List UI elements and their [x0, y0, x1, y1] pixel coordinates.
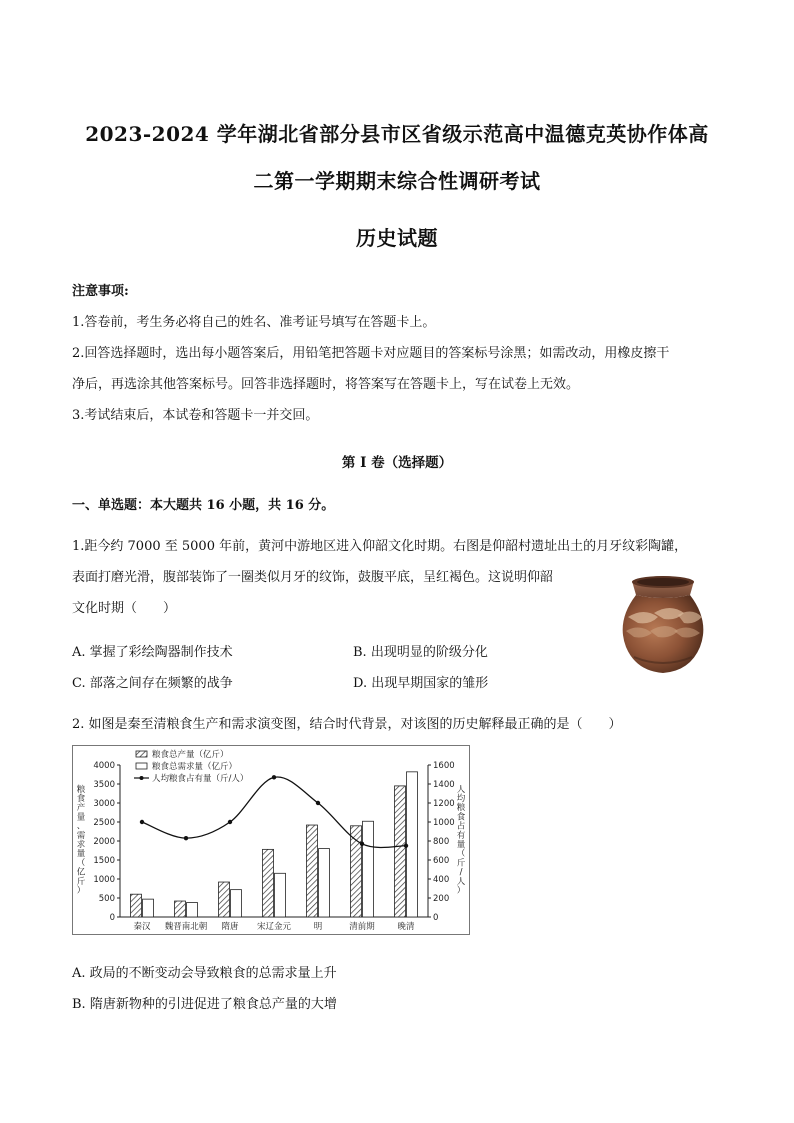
y-tick-label: 2000: [93, 837, 115, 847]
x-tick-label: 隋唐: [221, 922, 239, 932]
q1-stem-line1: 1.距今约 7000 至 5000 年前，黄河中游地区进入仰韶文化时期。右图是仰韶村遗址出土的月牙纹彩陶罐，: [72, 539, 688, 554]
bar-demand: [275, 873, 286, 917]
bar-demand: [143, 899, 154, 917]
per-capita-point: [272, 775, 276, 779]
grain-chart: [72, 745, 470, 935]
notice-heading: 注意事项:: [72, 284, 129, 299]
y-tick-label: 0: [109, 913, 115, 923]
notice-item-2-cont: 净后，再选涂其他答案标号。回答非选择题时，将答案写在答题卡上，写在试卷上无效。: [72, 377, 580, 392]
per-capita-point: [140, 820, 144, 824]
subject-title: 历史试题: [356, 226, 438, 250]
legend-label-per-capita: 人均粮食占有量（斤/人）: [152, 774, 249, 784]
y-tick-label: 1500: [93, 856, 115, 866]
y2-tick-label: 800: [433, 837, 450, 847]
legend-marker-per-capita: [140, 776, 144, 780]
exam-title-line1: 2023-2024 学年湖北省部分县市区省级示范高中温德克英协作体高: [85, 122, 709, 146]
bar-demand: [319, 849, 330, 917]
legend-label-production: 粮食总产量（亿斤）: [152, 750, 229, 760]
legend-label-demand: 粮食总需求量（亿斤）: [152, 762, 238, 772]
notice-item-3: 3.考试结束后，本试卷和答题卡一并交回。: [72, 408, 319, 423]
bar-production: [307, 825, 318, 917]
bar-production: [131, 894, 142, 917]
bar-demand: [407, 772, 418, 917]
legend-swatch-demand: [136, 763, 147, 769]
q2-stem: 2. 如图是秦至清粮食生产和需求演变图，结合时代背景，对该图的历史解释最正确的是（ ）: [72, 717, 622, 732]
per-capita-point: [184, 836, 188, 840]
q1-stem-line2: 表面打磨光滑，腹部装饰了一圈类似月牙的纹饰，鼓腹平底，呈红褐色。这说明仰韶: [72, 570, 554, 585]
per-capita-point: [404, 844, 408, 848]
q1-option-a[interactable]: A. 掌握了彩绘陶器制作技术: [72, 645, 233, 660]
x-tick-label: 明: [313, 922, 323, 932]
per-capita-point: [360, 842, 364, 846]
bar-production: [263, 849, 274, 917]
q1-option-d[interactable]: D. 出现早期国家的雏形: [353, 676, 489, 691]
notice-item-2: 2.回答选择题时，选出每小题答案后，用铅笔把答题卡对应题目的答案标号涂黑；如需改动，用橡皮擦干: [72, 346, 670, 361]
y-tick-label: 3000: [93, 799, 115, 809]
bar-production: [175, 901, 186, 917]
y2-tick-label: 1000: [433, 818, 455, 828]
legend-swatch-production: [136, 751, 147, 757]
per-capita-point: [228, 820, 232, 824]
x-tick-label: 清前期: [349, 922, 375, 932]
q1-stem-line3: 文化时期（ ）: [72, 601, 177, 616]
exam-title-line2: 二第一学期期末综合性调研考试: [253, 169, 541, 193]
bar-demand: [231, 890, 242, 917]
section-instruction: 一、单选题：本大题共 16 小题，共 16 分。: [72, 498, 335, 513]
q1-option-c[interactable]: C. 部落之间存在频繁的战争: [72, 676, 233, 691]
y2-tick-label: 1400: [433, 780, 455, 790]
x-tick-label: 宋辽金元: [256, 922, 292, 932]
painted-pottery-jar-image: [614, 573, 712, 678]
y-tick-label: 4000: [93, 761, 115, 771]
bar-production: [219, 882, 230, 917]
y2-tick-label: 400: [433, 875, 450, 885]
x-tick-label: 魏晋南北朝: [164, 922, 208, 932]
q1-option-b[interactable]: B. 出现明显的阶级分化: [353, 645, 488, 660]
x-tick-label: 晚清: [397, 922, 415, 932]
y2-tick-label: 600: [433, 856, 450, 866]
x-tick-label: 秦汉: [133, 922, 151, 932]
section-title: 第 I 卷（选择题）: [341, 455, 453, 471]
per-capita-point: [316, 801, 320, 805]
y2-axis-title: 人均粮食占有量（斤/人）: [456, 784, 466, 896]
bar-production: [395, 786, 406, 917]
y2-tick-label: 200: [433, 894, 450, 904]
q2-option-b[interactable]: B. 隋唐新物种的引进促进了粮食总产量的大增: [72, 997, 337, 1012]
y-tick-label: 500: [98, 894, 115, 904]
y-tick-label: 2500: [93, 818, 115, 828]
q2-option-a[interactable]: A. 政局的不断变动会导致粮食的总需求量上升: [72, 966, 337, 981]
y-axis-title: 粮食产量、需求量（亿斤）: [76, 784, 86, 896]
bar-demand: [187, 903, 198, 917]
y2-tick-label: 1600: [433, 761, 455, 771]
notice-item-1: 1.答卷前，考生务必将自己的姓名、准考证号填写在答题卡上。: [72, 315, 436, 330]
bar-demand: [363, 821, 374, 917]
y-tick-label: 3500: [93, 780, 115, 790]
y-tick-label: 1000: [93, 875, 115, 885]
y2-tick-label: 0: [433, 913, 439, 923]
y2-tick-label: 1200: [433, 799, 455, 809]
